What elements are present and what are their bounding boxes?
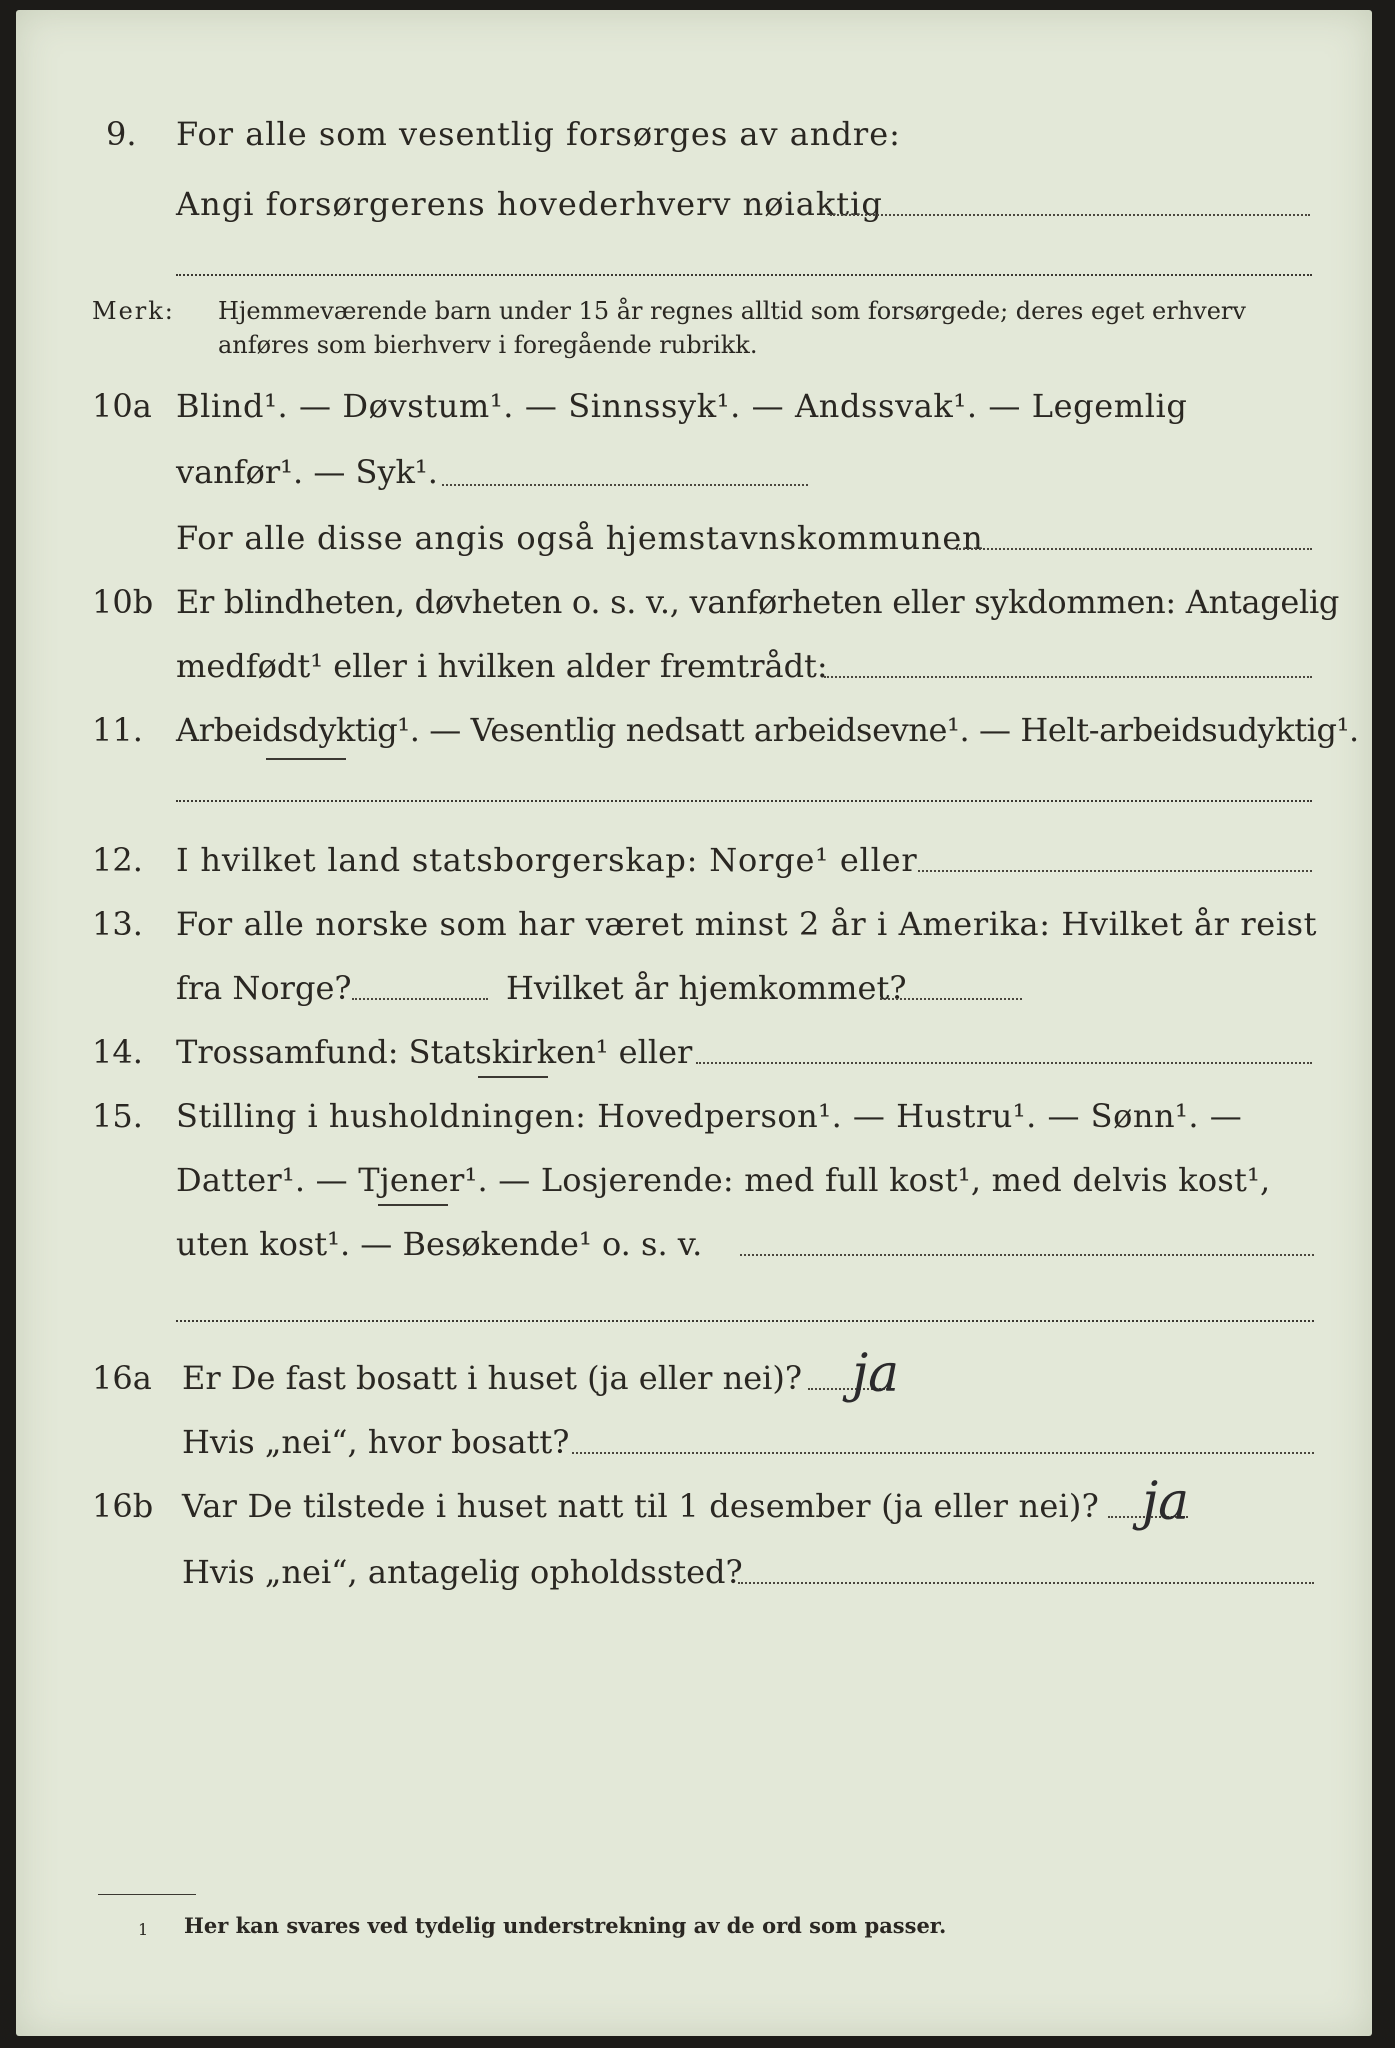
underline-tjener [378,1204,448,1206]
question-10a-line-1: Blind¹. — Døvstum¹. — Sinnssyk¹. — Andssvak¹. — Legemlig [176,387,1188,425]
question-10a-line-3: For alle disse angis også hjemstavnskommunen [176,519,984,557]
answer-line-10a-2 [956,548,1312,550]
answer-line-16b-2 [738,1582,1314,1584]
separator-15 [176,1320,1314,1322]
separator-11 [176,800,1312,802]
question-16a-line-2: Hvis „nei“, hvor bosatt? [182,1423,570,1461]
answer-line-16a-2 [572,1452,1314,1454]
question-13-line-1: For alle norske som har været minst 2 år i Amerika: Hvilket år reist [176,905,1318,943]
handwritten-answer-16a: ja [852,1344,900,1404]
question-14-number: 14. [92,1033,143,1071]
question-13-line-2a: fra Norge? [176,969,352,1007]
question-13-number: 13. [92,905,143,943]
question-11-line-1: Arbeidsdyktig¹. — Vesentlig nedsatt arbeidsevne¹. — Helt-arbeidsudyktig¹. [176,711,1359,749]
question-10b-number: 10b [92,583,154,621]
note-line-2: anføres som bierhverv i foregående rubrikk. [218,331,758,359]
question-9-number: 9. [106,115,137,153]
question-10a-line-2: vanfør¹. — Syk¹. [176,453,438,491]
census-form-page [16,10,1372,2036]
question-13-line-2b: Hvilket år hjemkommet? [506,969,907,1007]
answer-line-10b [824,676,1312,678]
question-15-number: 15. [92,1097,143,1135]
question-12-number: 12. [92,841,143,879]
question-10b-line-1: Er blindheten, døvheten o. s. v., vanførheten eller sykdommen: Antagelig [176,583,1340,621]
question-15-line-1: Stilling i husholdningen: Hovedperson¹. — Hustru¹. — Sønn¹. — [176,1097,1243,1135]
question-14-line-1: Trossamfund: Statskirken¹ eller [176,1033,693,1071]
note-label: Merk: [92,297,175,325]
question-16b-line-2: Hvis „nei“, antagelig opholdssted? [182,1553,743,1591]
answer-line-10a-1 [442,484,808,486]
question-9-line-2: Angi forsørgerens hovederhverv nøiaktig [176,185,883,223]
question-11-number: 11. [92,711,143,749]
question-10a-number: 10a [92,387,152,425]
handwritten-answer-16b: ja [1142,1472,1190,1532]
note-line-1: Hjemmeværende barn under 15 år regnes alltid som forsørgede; deres eget erhverv [218,297,1246,325]
question-16b-line-1: Var De tilstede i huset natt til 1 desember (ja eller nei)? [182,1487,1099,1525]
answer-line-9 [830,214,1310,216]
separator-9 [176,274,1312,276]
question-9-line-1: For alle som vesentlig forsørges av andre: [176,115,901,153]
footnote-text: Her kan svares ved tydelig understrekning av de ord som passer. [184,1913,947,1938]
question-15-line-3: uten kost¹. — Besøkende¹ o. s. v. [176,1225,703,1263]
question-16b-number: 16b [92,1487,154,1525]
underline-statskirken [478,1076,548,1078]
underline-arbeidsdyktig [266,758,346,760]
footnote-rule [98,1894,196,1895]
answer-line-15 [740,1254,1314,1256]
question-12-line-1: I hvilket land statsborgerskap: Norge¹ eller [176,841,918,879]
question-15-line-2: Datter¹. — Tjener¹. — Losjerende: med full kost¹, med delvis kost¹, [176,1161,1271,1199]
footnote-marker: 1 [138,1920,149,1939]
answer-line-13-hjemkommet [880,998,1022,1000]
question-10b-line-2: medfødt¹ eller i hvilken alder fremtrådt: [176,647,828,685]
answer-line-13-reist [352,998,488,1000]
answer-line-12 [918,870,1312,872]
answer-line-14 [696,1062,1312,1064]
question-16a-line-1: Er De fast bosatt i huset (ja eller nei)? [182,1359,803,1397]
question-16a-number: 16a [92,1359,152,1397]
